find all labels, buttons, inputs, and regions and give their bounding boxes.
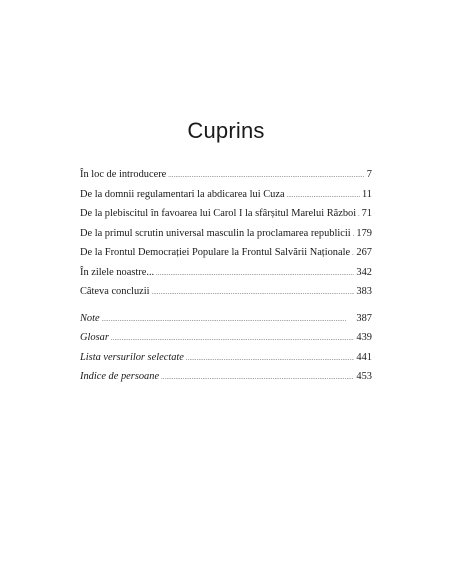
toc-entry-page: 179 xyxy=(356,227,372,239)
toc-entry xyxy=(80,286,372,306)
toc-entry-page: 7 xyxy=(366,169,372,180)
toc-dot-leader xyxy=(353,228,355,239)
toc-entry xyxy=(80,247,372,267)
toc-dot-leader xyxy=(352,247,354,258)
toc-entry xyxy=(80,371,372,391)
toc-entry xyxy=(80,228,372,248)
toc-dot-leader xyxy=(168,169,365,180)
toc-dot-leader xyxy=(102,313,355,324)
toc-entry-page: 11 xyxy=(361,188,372,200)
table-of-contents xyxy=(80,169,372,391)
toc-entry xyxy=(80,189,372,209)
toc-entry-label: Glosar xyxy=(80,332,109,343)
toc-entry-page: 441 xyxy=(356,351,372,363)
toc-dot-leader xyxy=(152,286,355,297)
page-title: Cuprins xyxy=(187,118,265,143)
toc-dot-leader xyxy=(186,352,355,363)
toc-entry-label: În loc de introducere xyxy=(80,169,167,180)
toc-entry-page: 383 xyxy=(356,286,372,297)
toc-group-chapters xyxy=(80,169,372,306)
toc-dot-leader xyxy=(111,332,355,343)
toc-dot-leader xyxy=(161,371,354,382)
toc-group-appendix xyxy=(80,313,372,391)
toc-entry xyxy=(80,352,372,372)
toc-entry xyxy=(80,313,372,333)
toc-entry-label: De la domnii regulamentari la abdicarea lui Cuza xyxy=(80,188,285,200)
toc-entry-page: 342 xyxy=(356,266,372,278)
toc-entry-page: 439 xyxy=(356,332,372,343)
toc-dot-leader xyxy=(156,267,354,278)
toc-entry-label: În zilele noastre... xyxy=(80,266,155,278)
toc-entry-label: Note xyxy=(80,312,100,324)
toc-entry-page: 453 xyxy=(356,371,372,382)
toc-entry-label: Câteva concluzii xyxy=(80,286,150,297)
toc-entry-page: 71 xyxy=(361,208,372,219)
toc-entry-label: De la primul scrutin universal masculin la proclamarea republicii xyxy=(80,227,351,239)
toc-entry-label: Lista versurilor selectate xyxy=(80,351,184,363)
toc-dot-leader xyxy=(358,208,359,219)
toc-entry-page: 387 xyxy=(356,312,372,324)
toc-entry xyxy=(80,267,372,287)
toc-entry xyxy=(80,332,372,352)
toc-entry-label: Indice de persoane xyxy=(80,371,160,382)
toc-dot-leader xyxy=(287,189,360,200)
toc-entry xyxy=(80,169,372,189)
toc-entry xyxy=(80,208,372,228)
toc-entry-label: De la Frontul Democrației Populare la Frontul Salvării Naționale xyxy=(80,247,351,258)
toc-entry-page: 267 xyxy=(356,247,372,258)
toc-entry-label: De la plebiscitul în favoarea lui Carol I la sfârșitul Marelui Război xyxy=(80,208,357,219)
